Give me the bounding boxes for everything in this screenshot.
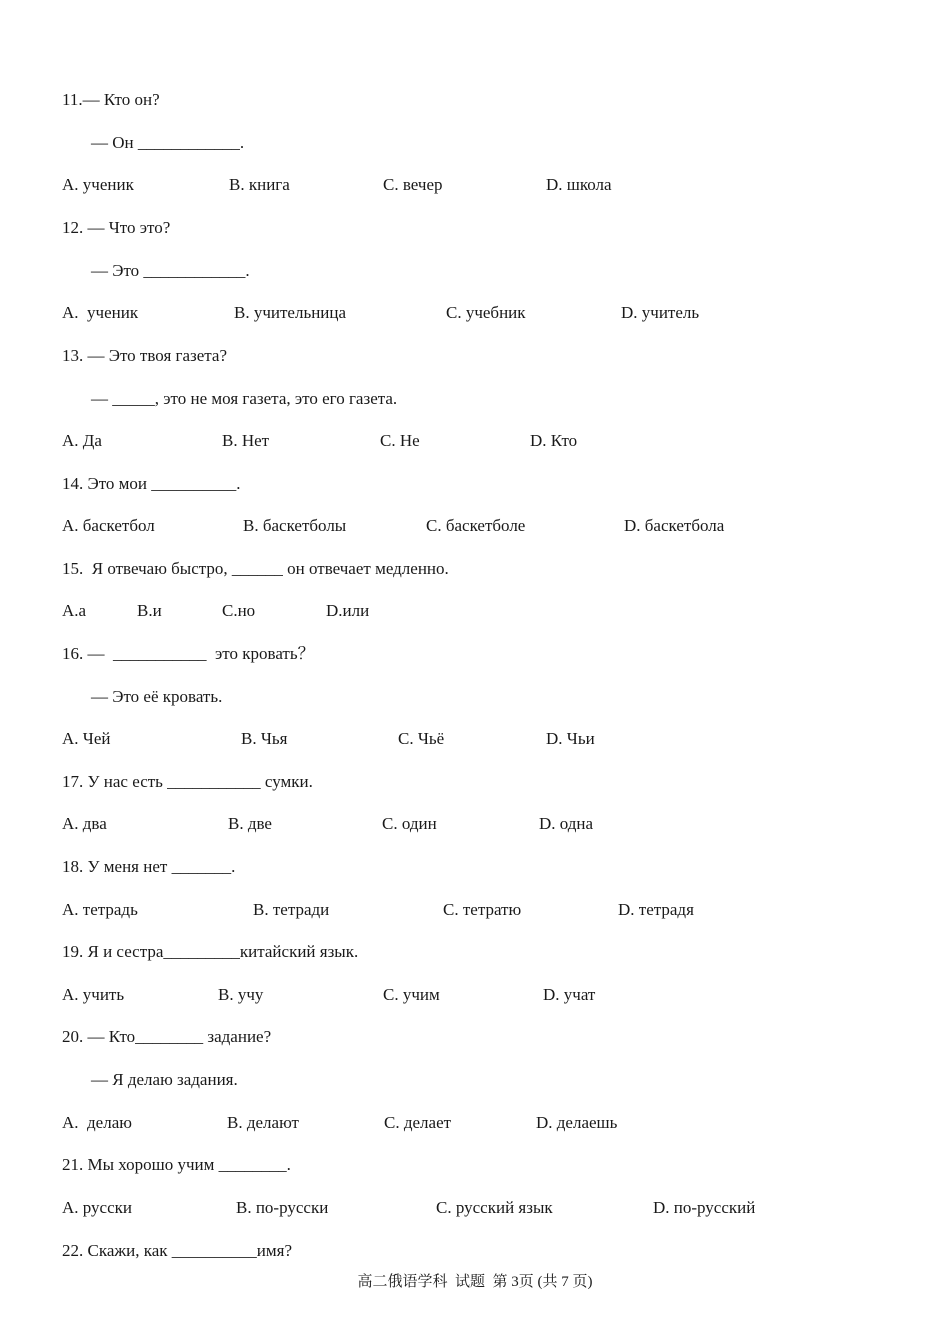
question-14-option-d: D. баскетбола [624, 516, 725, 535]
question-21-option-a: A. русски [62, 1198, 133, 1217]
question-20-stem: 20. — Кто________ задание? [62, 1027, 272, 1046]
question-14-stem: 14. Это мои __________. [62, 474, 241, 493]
question-17-stem: 17. У нас есть ___________ сумки. [62, 772, 313, 791]
question-15-stem: 15. Я отвечаю быстро, ______ он отвечает медленно. [62, 559, 449, 578]
question-13-option-c: C. Не [380, 431, 420, 450]
question-18-option-a: A. тетрадь [62, 900, 138, 919]
question-21-option-c: C. русский язык [436, 1198, 553, 1217]
question-11-option-c: C. вечер [383, 175, 443, 194]
question-16-option-a: A. Чей [62, 729, 111, 748]
question-13-option-a: A. Да [62, 431, 102, 450]
question-11-reply: — Он ____________. [91, 133, 245, 152]
question-16-option-c: C. Чьё [398, 729, 445, 748]
question-11-option-a: A. ученик [62, 175, 134, 194]
question-21-option-d: D. по-русский [653, 1198, 756, 1217]
question-20-option-c: C. делает [384, 1113, 452, 1132]
question-11-option-d: D. школа [546, 175, 612, 194]
question-14-option-c: C. баскетболе [426, 516, 526, 535]
question-20-option-a: A. делаю [62, 1113, 132, 1132]
question-14-option-a: A. баскетбол [62, 516, 155, 535]
question-11-option-b: B. книга [229, 175, 290, 194]
question-13-option-b: B. Нет [222, 431, 270, 450]
question-19-option-d: D. учат [543, 985, 596, 1004]
question-21-stem: 21. Мы хорошо учим ________. [62, 1155, 291, 1174]
page-footer: 高二俄语学科 试题 第 3页 (共 7 页) [357, 1274, 593, 1290]
question-19-stem: 19. Я и сестра_________китайский язык. [62, 942, 359, 961]
question-18-option-b: B. тетради [253, 900, 330, 919]
question-16-reply: — Это её кровать. [91, 687, 223, 706]
question-15-option-a: A.а [62, 601, 87, 620]
question-12-option-d: D. учитель [621, 303, 700, 322]
question-17-option-b: B. две [228, 814, 272, 833]
question-20-reply: — Я делаю задания. [91, 1070, 238, 1089]
question-19-option-b: B. учу [218, 985, 264, 1004]
question-12-option-c: C. учебник [446, 303, 526, 322]
question-17-option-c: C. один [382, 814, 437, 833]
question-21-option-b: B. по-русски [236, 1198, 329, 1217]
question-14-option-b: B. баскетболы [243, 516, 347, 535]
question-20-option-d: D. делаешь [536, 1113, 618, 1132]
question-12-stem: 12. — Что это? [62, 218, 171, 237]
question-18-stem: 18. У меня нет _______. [62, 857, 236, 876]
question-18-option-d: D. тетрадя [618, 900, 694, 919]
question-13-option-d: D. Кто [530, 431, 578, 450]
question-15-option-c: C.но [222, 601, 256, 620]
question-11-stem: 11.— Кто он? [62, 90, 160, 109]
question-15-option-d: D.или [326, 601, 370, 620]
question-17-option-d: D. одна [539, 814, 594, 833]
question-16-stem: 16. — ___________ это кровать？ [62, 644, 315, 663]
question-12-option-a: A. ученик [62, 303, 139, 322]
question-13-reply: — _____, это не моя газета, это его газета. [91, 389, 398, 408]
question-19-option-a: A. учить [62, 985, 125, 1004]
question-13-stem: 13. — Это твоя газета? [62, 346, 228, 365]
question-16-option-d: D. Чьи [546, 729, 595, 748]
question-12-option-b: B. учительница [234, 303, 347, 322]
question-20-option-b: B. делают [227, 1113, 299, 1132]
question-18-option-c: C. тетратю [443, 900, 522, 919]
question-22-stem: 22. Скажи, как __________имя? [62, 1241, 293, 1260]
question-17-option-a: A. два [62, 814, 107, 833]
question-12-reply: — Это ____________. [91, 261, 250, 280]
question-16-option-b: B. Чья [241, 729, 288, 748]
question-19-option-c: C. учим [383, 985, 440, 1004]
question-15-option-b: B.и [137, 601, 162, 620]
